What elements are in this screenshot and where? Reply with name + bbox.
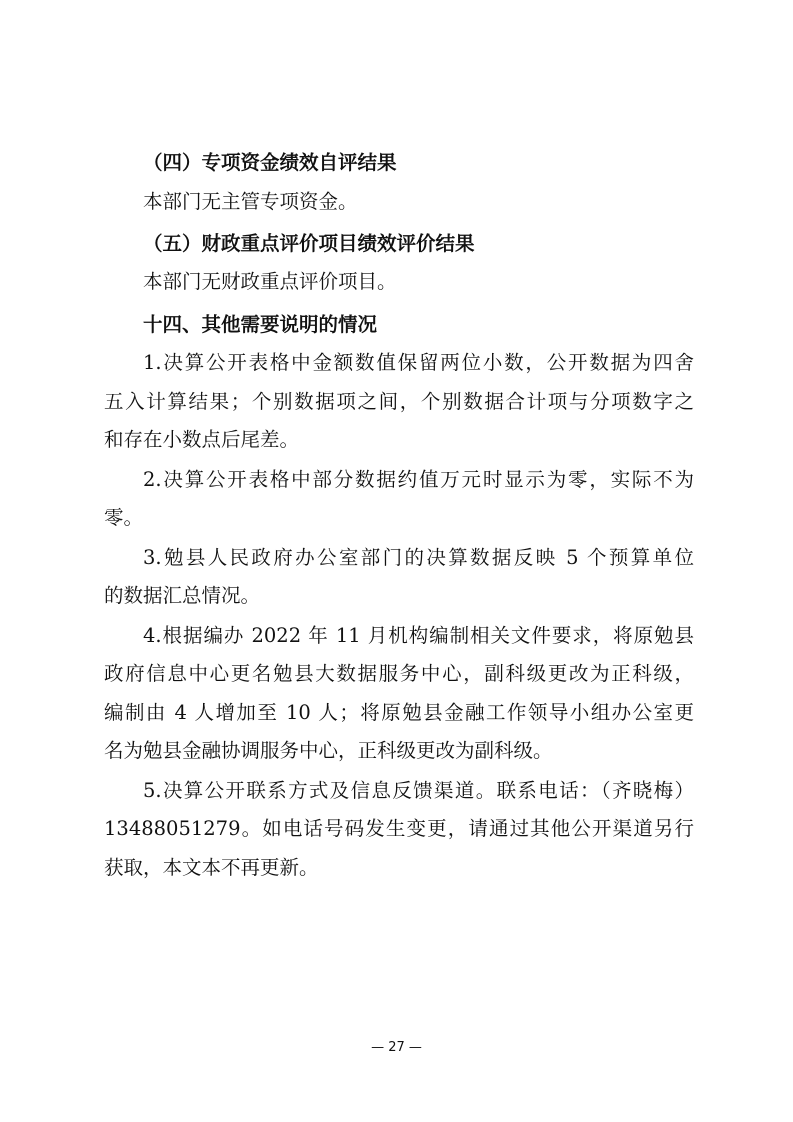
paragraph-line: 5.决算公开联系方式及信息反馈渠道。联系电话：（齐晓梅） (143, 779, 694, 802)
section-body-key-evaluation: 本部门无财政重点评价项目。 (143, 270, 397, 293)
paragraph-line: 五入计算结果；个别数据项之间，个别数据合计项与分项数字之 (104, 390, 694, 413)
paragraph-line: 13488051279。如电话号码发生变更，请通过其他公开渠道另行 (104, 817, 694, 840)
paragraph-line: 1.决算公开表格中金额数值保留两位小数，公开数据为四舍 (143, 351, 694, 374)
page-number: — 27 — (371, 1040, 422, 1055)
paragraph-line: 零。 (104, 506, 144, 529)
paragraph-line: 和存在小数点后尾差。 (104, 428, 300, 451)
section-heading-special-funds: （四）专项资金绩效自评结果 (143, 151, 397, 174)
paragraph-line: 3.勉县人民政府办公室部门的决算数据反映 5 个预算单位 (143, 546, 694, 569)
paragraph-line: 2.决算公开表格中部分数据约值万元时显示为零，实际不为 (143, 468, 694, 491)
paragraph-line: 获取，本文本不再更新。 (104, 856, 319, 879)
paragraph-line: 编制由 4 人增加至 10 人；将原勉县金融工作领导小组办公室更 (104, 701, 694, 724)
section-body-special-funds: 本部门无主管专项资金。 (143, 190, 358, 213)
paragraph-line: 的数据汇总情况。 (104, 584, 261, 607)
paragraph-line: 4.根据编办 2022 年 11 月机构编制相关文件要求，将原勉县 (143, 624, 694, 647)
paragraph-line: 政府信息中心更名勉县大数据服务中心，副科级更改为正科级， (104, 662, 694, 685)
section-heading-other-notes: 十四、其他需要说明的情况 (143, 313, 378, 336)
section-heading-key-evaluation: （五）财政重点评价项目绩效评价结果 (143, 232, 475, 255)
paragraph-line: 名为勉县金融协调服务中心，正科级更改为副科级。 (104, 739, 553, 762)
